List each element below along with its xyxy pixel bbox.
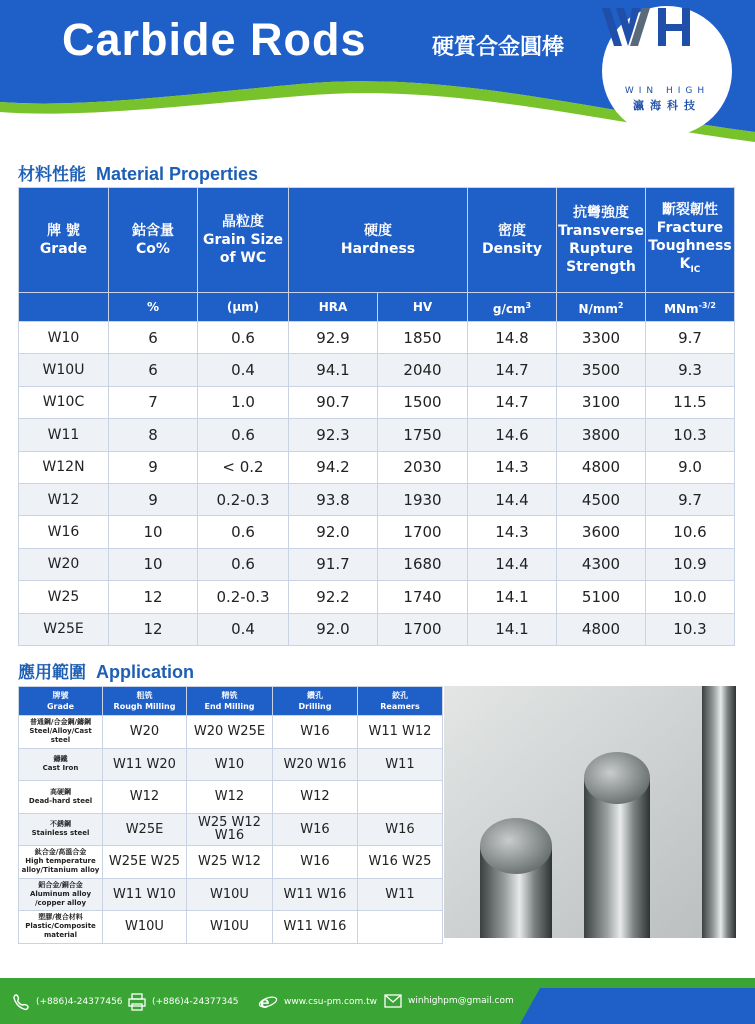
heading-zh: 材料性能 <box>18 165 86 185</box>
properties-table-body <box>19 322 735 646</box>
hra-cell: 94.2 <box>289 451 378 483</box>
unit-grain: (μm) <box>198 293 289 322</box>
grain-size-cell: 0.6 <box>198 419 289 451</box>
unit-co: % <box>109 293 198 322</box>
rough-milling-header: 粗铣 Rough Milling <box>103 687 187 716</box>
reamers-cell: W11 <box>358 748 443 781</box>
table-row <box>19 419 735 451</box>
end-milling-cell: W25 W12 <box>187 846 273 879</box>
rods-image-icon <box>444 686 736 938</box>
end-milling-cell: W25 W12 W16 <box>187 813 273 846</box>
reamers-cell: W16 W25 <box>358 846 443 879</box>
drilling-cell: W16 <box>273 716 358 749</box>
heading-en: Application <box>96 662 194 682</box>
rupture-strength-cell: 4500 <box>557 483 646 515</box>
hv-cell: 1750 <box>378 419 468 451</box>
grain-size-header: 晶粒度 Grain Size of WC <box>198 188 289 293</box>
grade-cell: W10C <box>19 386 109 418</box>
drilling-cell: W11 W16 <box>273 878 358 911</box>
rough-milling-cell: W25E W25 <box>103 846 187 879</box>
unit-grade <box>19 293 109 322</box>
hv-cell: 1680 <box>378 548 468 580</box>
fracture-toughness-cell: 10.3 <box>646 419 735 451</box>
material-cell: 鑄鐵 Cast Iron <box>19 748 103 781</box>
table-units-row <box>19 293 735 322</box>
reamers-cell: W11 <box>358 878 443 911</box>
density-cell: 14.7 <box>468 354 557 386</box>
rupture-strength-cell: 3600 <box>557 516 646 548</box>
application-table-body <box>19 716 443 944</box>
cobalt-cell: 8 <box>109 419 198 451</box>
logo-text-en: WIN HIGH <box>624 86 710 96</box>
material-cell: 高硬鋼 Dead-hard steel <box>19 781 103 814</box>
table-row <box>19 846 443 879</box>
density-cell: 14.6 <box>468 419 557 451</box>
unit-hv: HV <box>378 293 468 322</box>
unit-density: $g/cm^3$ <box>468 293 557 322</box>
grade-cell: W16 <box>19 516 109 548</box>
rough-milling-cell: W25E <box>103 813 187 846</box>
density-cell: 14.1 <box>468 581 557 613</box>
density-cell: 14.4 <box>468 548 557 580</box>
drilling-cell: W11 W16 <box>273 911 358 944</box>
grade-header: 牌 號 Grade <box>19 188 109 293</box>
grade-cell: W20 <box>19 548 109 580</box>
cobalt-cell: 10 <box>109 516 198 548</box>
table-row <box>19 716 443 749</box>
table-row <box>19 813 443 846</box>
hra-cell: 94.1 <box>289 354 378 386</box>
unit-hra: HRA <box>289 293 378 322</box>
hra-cell: 92.0 <box>289 516 378 548</box>
cobalt-cell: 12 <box>109 613 198 645</box>
drilling-header: 鑽孔 Drilling <box>273 687 358 716</box>
wh-logo-icon <box>602 6 696 50</box>
heading-zh: 應用範圍 <box>18 663 86 683</box>
grade-cell: W25 <box>19 581 109 613</box>
grain-size-cell: 0.4 <box>198 613 289 645</box>
mail-icon <box>384 993 402 1009</box>
grain-size-cell: 0.6 <box>198 516 289 548</box>
fracture-toughness-cell: 11.5 <box>646 386 735 418</box>
grade-cell: W10U <box>19 354 109 386</box>
hv-cell: 1930 <box>378 483 468 515</box>
hra-cell: 92.9 <box>289 322 378 354</box>
end-milling-cell: W20 W25E <box>187 716 273 749</box>
rupture-strength-cell: 3800 <box>557 419 646 451</box>
fracture-toughness-cell: 10.3 <box>646 613 735 645</box>
table-row <box>19 548 735 580</box>
table-row <box>19 322 735 354</box>
grade-cell: W12 <box>19 483 109 515</box>
table-row <box>19 354 735 386</box>
fracture-toughness-cell: 9.7 <box>646 483 735 515</box>
fracture-toughness-cell: 10.9 <box>646 548 735 580</box>
rupture-strength-header: 抗彎強度 Transverse Rupture Strength <box>557 188 646 293</box>
hra-cell: 92.0 <box>289 613 378 645</box>
hra-cell: 92.3 <box>289 419 378 451</box>
end-milling-header: 精铣 End Milling <box>187 687 273 716</box>
rough-milling-cell: W20 <box>103 716 187 749</box>
rupture-strength-cell: 4800 <box>557 451 646 483</box>
rupture-strength-cell: 5100 <box>557 581 646 613</box>
end-milling-cell: W10 <box>187 748 273 781</box>
table-row <box>19 911 443 944</box>
hv-cell: 2030 <box>378 451 468 483</box>
grade-header: 牌號 Grade <box>19 687 103 716</box>
logo-text-zh: 瀛海科技 <box>633 99 701 112</box>
grain-size-cell: 0.2-0.3 <box>198 581 289 613</box>
fracture-toughness-cell: 9.3 <box>646 354 735 386</box>
phone-icon <box>12 993 30 1011</box>
grain-size-cell: 0.6 <box>198 548 289 580</box>
grade-cell: W12N <box>19 451 109 483</box>
company-logo <box>602 6 732 136</box>
cobalt-cell: 6 <box>109 322 198 354</box>
hardness-header: 硬度 Hardness <box>289 188 468 293</box>
page-header <box>0 0 755 170</box>
grain-size-cell: 0.4 <box>198 354 289 386</box>
cobalt-cell: 12 <box>109 581 198 613</box>
grain-size-cell: 1.0 <box>198 386 289 418</box>
grain-size-cell: 0.6 <box>198 322 289 354</box>
hv-cell: 1700 <box>378 613 468 645</box>
material-cell: 不銹鋼 Stainless steel <box>19 813 103 846</box>
material-properties-heading <box>18 160 258 185</box>
fax-icon <box>128 993 146 1011</box>
rupture-strength-cell: 4300 <box>557 548 646 580</box>
hra-cell: 91.7 <box>289 548 378 580</box>
fracture-toughness-cell: 10.6 <box>646 516 735 548</box>
rough-milling-cell: W12 <box>103 781 187 814</box>
drilling-cell: W16 <box>273 846 358 879</box>
material-cell: 普通鋼/合金鋼/鑄鋼 Steel/Alloy/Cast steel <box>19 716 103 749</box>
density-cell: 14.1 <box>468 613 557 645</box>
footer-email[interactable]: winhighpm@gmail.com <box>384 993 514 1009</box>
density-cell: 14.4 <box>468 483 557 515</box>
table-row <box>19 483 735 515</box>
density-cell: 14.3 <box>468 516 557 548</box>
table-row <box>19 878 443 911</box>
table-row <box>19 386 735 418</box>
hra-cell: 92.2 <box>289 581 378 613</box>
application-table <box>18 686 443 944</box>
rough-milling-cell: W11 W20 <box>103 748 187 781</box>
material-properties-table <box>18 187 735 646</box>
hv-cell: 1700 <box>378 516 468 548</box>
footer-phone[interactable]: (+886)4-24377456 <box>12 993 123 1011</box>
unit-fracture: MNm$^{-3/2}$ <box>646 293 735 322</box>
density-cell: 14.3 <box>468 451 557 483</box>
material-cell: 塑膠/複合材料 Plastic/Composite material <box>19 911 103 944</box>
density-cell: 14.8 <box>468 322 557 354</box>
rupture-strength-cell: 4800 <box>557 613 646 645</box>
table-row <box>19 748 443 781</box>
grain-size-cell: < 0.2 <box>198 451 289 483</box>
reamers-cell <box>358 911 443 944</box>
grade-cell: W11 <box>19 419 109 451</box>
grain-size-cell: 0.2-0.3 <box>198 483 289 515</box>
grade-cell: W25E <box>19 613 109 645</box>
page-title-chinese: 硬質合金圓棒 <box>432 35 565 60</box>
table-row <box>19 581 735 613</box>
hv-cell: 1740 <box>378 581 468 613</box>
cobalt-header: 鈷含量 Co% <box>109 188 198 293</box>
cobalt-cell: 6 <box>109 354 198 386</box>
reamers-cell: W16 <box>358 813 443 846</box>
cobalt-cell: 9 <box>109 483 198 515</box>
density-header: 密度 Density <box>468 188 557 293</box>
reamers-header: 鉸孔 Reamers <box>358 687 443 716</box>
table-row <box>19 781 443 814</box>
rupture-strength-cell: 3500 <box>557 354 646 386</box>
density-cell: 14.7 <box>468 386 557 418</box>
rupture-strength-cell: 3100 <box>557 386 646 418</box>
footer-website[interactable]: e www.csu-pm.com.tw <box>260 993 378 1011</box>
end-milling-cell: W12 <box>187 781 273 814</box>
table-row <box>19 613 735 645</box>
drilling-cell: W20 W16 <box>273 748 358 781</box>
fracture-toughness-header: 斷裂韌性 Fracture Toughness $K_{IC}$ <box>646 188 735 293</box>
browser-e-icon <box>258 993 278 1011</box>
cobalt-cell: 10 <box>109 548 198 580</box>
end-milling-cell: W10U <box>187 878 273 911</box>
unit-trs: $N/mm^2$ <box>557 293 646 322</box>
fracture-toughness-cell: 9.0 <box>646 451 735 483</box>
svg-text:e: e <box>260 993 270 1011</box>
hra-cell: 93.8 <box>289 483 378 515</box>
table-row <box>19 451 735 483</box>
application-heading <box>18 658 194 683</box>
material-cell: 鈦合金/高溫合金 High temperature alloy/Titanium alloy <box>19 846 103 879</box>
cobalt-cell: 9 <box>109 451 198 483</box>
hv-cell: 1850 <box>378 322 468 354</box>
reamers-cell: W11 W12 <box>358 716 443 749</box>
table-header-row <box>19 188 735 293</box>
fracture-toughness-cell: 10.0 <box>646 581 735 613</box>
drilling-cell: W16 <box>273 813 358 846</box>
page-title: Carbide Rods <box>62 14 367 65</box>
rupture-strength-cell: 3300 <box>557 322 646 354</box>
cobalt-cell: 7 <box>109 386 198 418</box>
heading-en: Material Properties <box>96 164 259 184</box>
end-milling-cell: W10U <box>187 911 273 944</box>
hra-cell: 90.7 <box>289 386 378 418</box>
application-header-row <box>19 687 443 716</box>
hv-cell: 1500 <box>378 386 468 418</box>
footer-fax[interactable]: (+886)4-24377345 <box>128 993 239 1011</box>
grade-cell: W10 <box>19 322 109 354</box>
carbide-rods-photo <box>444 686 736 938</box>
fracture-toughness-cell: 9.7 <box>646 322 735 354</box>
drilling-cell: W12 <box>273 781 358 814</box>
rough-milling-cell: W10U <box>103 911 187 944</box>
rough-milling-cell: W11 W10 <box>103 878 187 911</box>
reamers-cell <box>358 781 443 814</box>
hv-cell: 2040 <box>378 354 468 386</box>
material-cell: 鋁合金/銅合金 Aluminum alloy /copper alloy <box>19 878 103 911</box>
table-row <box>19 516 735 548</box>
